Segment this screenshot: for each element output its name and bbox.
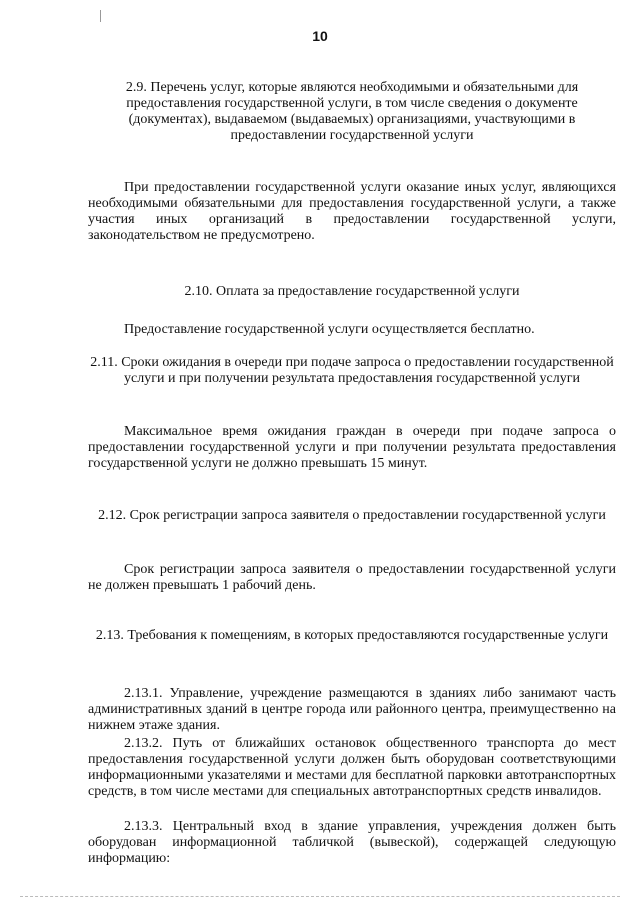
page-number: 10: [312, 28, 328, 44]
section-2-13-title: 2.13. Требования к помещениям, в которых предоставляются государственные услуги: [95, 628, 609, 643]
section-2-11-title: 2.11. Сроки ожидания в очереди при подаче запроса о предоставлении государственной услуги и при получении результата предоставления государственной услуги: [90, 355, 614, 386]
section-2-12-title: 2.12. Срок регистрации запроса заявителя о предоставлении государственной услуги: [98, 508, 606, 523]
section-2-10-title: 2.10. Оплата за предоставление государственной услуги: [184, 284, 520, 299]
section-2-13-3-paragraph: 2.13.3. Центральный вход в здание управления, учреждения должен быть оборудован информационной табличкой (вывеской), содержащей следующую информацию:: [88, 819, 616, 866]
section-2-11-paragraph: Максимальное время ожидания граждан в очереди при подаче запроса о предоставлении государственной услуги и при получении результата предоставления государственной услуги не должно превышать 15 минут.: [88, 424, 616, 471]
scan-mark: [100, 10, 101, 22]
section-2-9-paragraph: При предоставлении государственной услуги оказание иных услуг, являющихся необходимыми обязательными для предоставления государственной услуги, а также участия иных организаций в предоставлении государственной услуги, законодательством не предусмотрено.: [88, 180, 616, 243]
section-2-13-2-paragraph: 2.13.2. Путь от ближайших остановок общественного транспорта до мест предоставления государственной услуги должен быть оборудован соответствующими информационными указателями и местами для бесплатной парковки автотранспортных средств, в том числе местами для специальных автотранспортных средств инвалидов.: [88, 736, 616, 799]
section-2-13-1-paragraph: 2.13.1. Управление, учреждение размещаются в зданиях либо занимают часть административных зданий в центре города или районного центра, преимущественно на нижнем этаже здания.: [88, 686, 616, 733]
section-2-10-paragraph: Предоставление государственной услуги осуществляется бесплатно.: [124, 322, 535, 337]
section-2-9-title: 2.9. Перечень услуг, которые являются необходимыми и обязательными для предоставления государственной услуги, в том числе сведения о документе (документах), выдаваемом (выдаваемых) организациями, участвующими в предоставлении государственной услуги: [125, 80, 579, 143]
bottom-edge: [20, 896, 620, 897]
section-2-12-paragraph: Срок регистрации запроса заявителя о предоставлении государственной услуги не должен превышать 1 рабочий день.: [88, 562, 616, 593]
